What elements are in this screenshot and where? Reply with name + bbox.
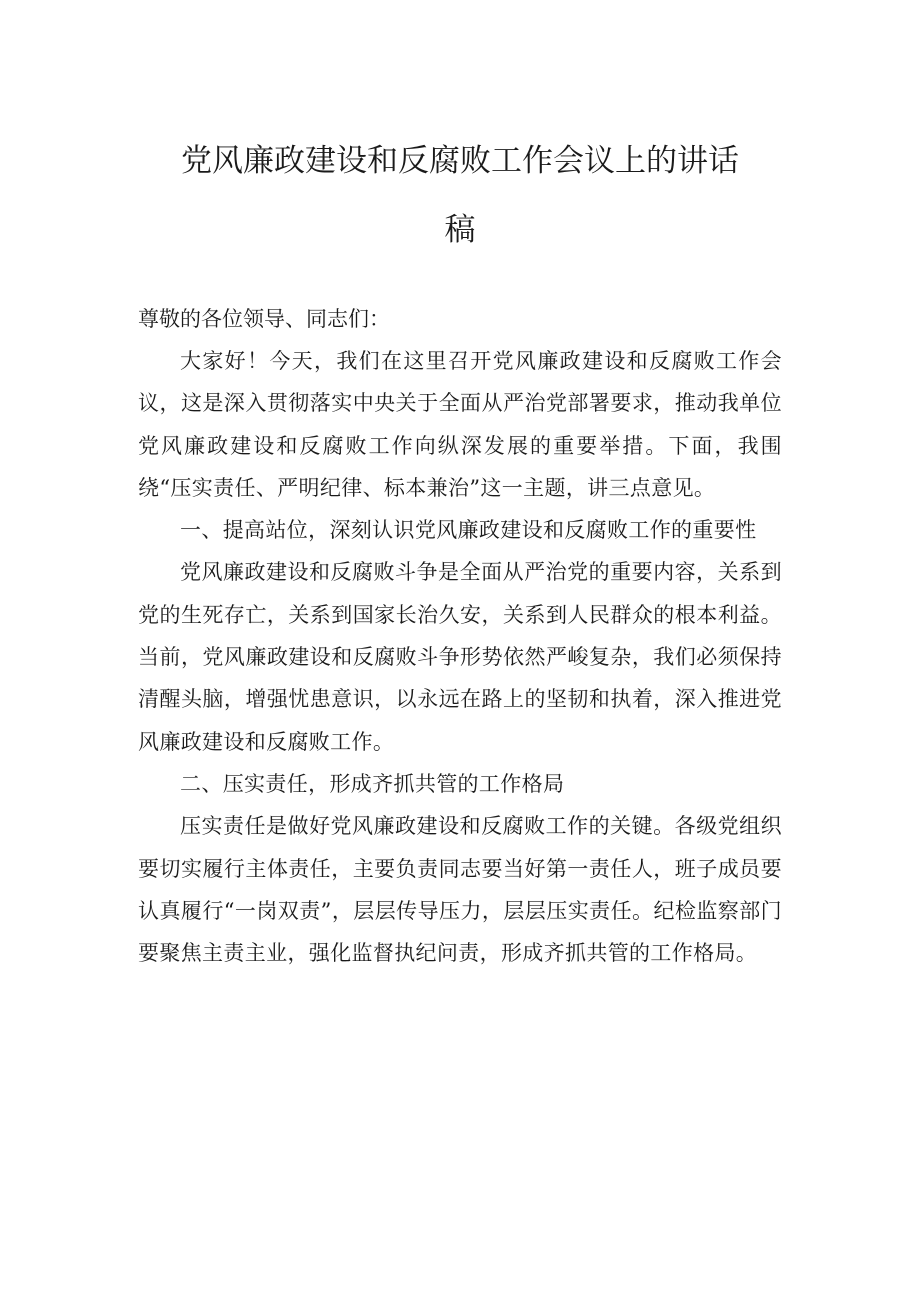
- section-heading-2: 二、压实责任，形成齐抓共管的工作格局: [180, 771, 565, 796]
- paragraph-opening: 大家好！今天，我们在这里召开党风廉政建设和反腐败工作会议，这是深入贯彻落实中央关于全面从严治党部署要求，推动我单位党风廉政建设和反腐败工作向纵深发展的重要举措。下面，我围绕“压实责任、严明纪律、标本兼治”这一主题，讲三点意见。: [138, 349, 782, 500]
- document-title-line1: 党风廉政建设和反腐败工作会议上的讲话: [181, 143, 739, 179]
- section-heading-1: 一、提高站位，深刻认识党风廉政建设和反腐败工作的重要性: [180, 518, 757, 543]
- document-title-line2: 稿: [444, 212, 476, 248]
- paragraph-section-1: 党风廉政建设和反腐败斗争是全面从严治党的重要内容，关系到党的生死存亡，关系到国家长治久安，关系到人民群众的根本利益。当前，党风廉政建设和反腐败斗争形势依然严峻复杂，我们必须保持清醒头脑，增强忧患意识，以永远在路上的坚韧和执着，深入推进党风廉政建设和反腐败工作。: [138, 560, 782, 754]
- salutation: 尊敬的各位领导、同志们：: [138, 307, 390, 331]
- paragraph-section-2: 压实责任是做好党风廉政建设和反腐败工作的关键。各级党组织要切实履行主体责任，主要负责同志要当好第一责任人，班子成员要认真履行“一岗双责”，层层传导压力，层层压实责任。纪检监察部门要聚焦主责主业，强化监督执纪问责，形成齐抓共管的工作格局。: [138, 814, 782, 966]
- document-body: [138, 340, 782, 974]
